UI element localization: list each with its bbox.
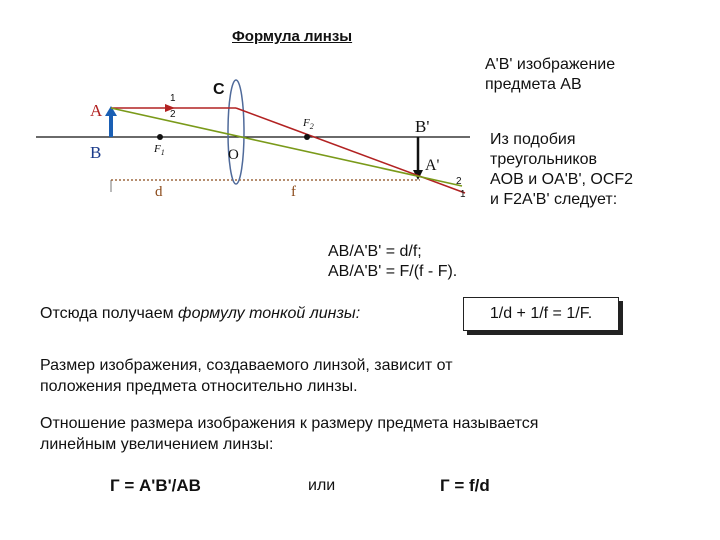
lens-formula-box <box>463 297 619 331</box>
ratio-formulas: AB/A'B' = d/f; AB/A'B' = F/(f - F). <box>328 243 458 280</box>
label-c: C <box>213 81 225 98</box>
similarity-note: Из подобия треугольников AOB и OA'B', OCF2 и F2A'B' следует: <box>490 131 634 208</box>
page-title: Формула линзы <box>232 28 353 45</box>
size-paragraph: Размер изображения, создаваемого линзой, зависит от положения предмета относительно линзы. <box>40 357 453 395</box>
focus-point-1 <box>157 134 163 140</box>
or-word: или <box>308 477 336 494</box>
ray-1-label-top: 1 <box>170 93 176 104</box>
label-d: d <box>155 184 163 200</box>
magnification-formula-1: Г = A'B'/AB <box>110 476 201 495</box>
label-a: A <box>90 101 103 120</box>
ray-2-label-end: 2 <box>456 176 462 187</box>
label-o: O <box>228 147 239 163</box>
ray-1-refracted <box>236 108 465 193</box>
ray-2-label-top: 2 <box>170 109 176 120</box>
image-note: A'B' изображение предмета AB <box>485 56 616 93</box>
label-focus-1: $F_1$ <box>154 143 165 158</box>
lens <box>228 80 244 184</box>
label-f: f <box>291 184 296 200</box>
label-b: B <box>90 143 102 162</box>
magnification-formula-2: Г = f/d <box>440 476 490 495</box>
derivation-text: Отсюда получаем формулу тонкой линзы: <box>40 305 361 322</box>
magnification-paragraph: Отношение размера изображения к размеру предмета называется линейным увеличением линзы: <box>40 415 539 453</box>
ray-1-label-end: 1 <box>460 189 466 200</box>
label-a-image: A' <box>425 157 440 174</box>
label-b-image: B' <box>415 117 430 136</box>
lens-formula: 1/d + 1/f = 1/F. <box>489 305 593 322</box>
focus-point-2 <box>304 134 310 140</box>
label-focus-2: $F_2$ <box>303 117 314 132</box>
